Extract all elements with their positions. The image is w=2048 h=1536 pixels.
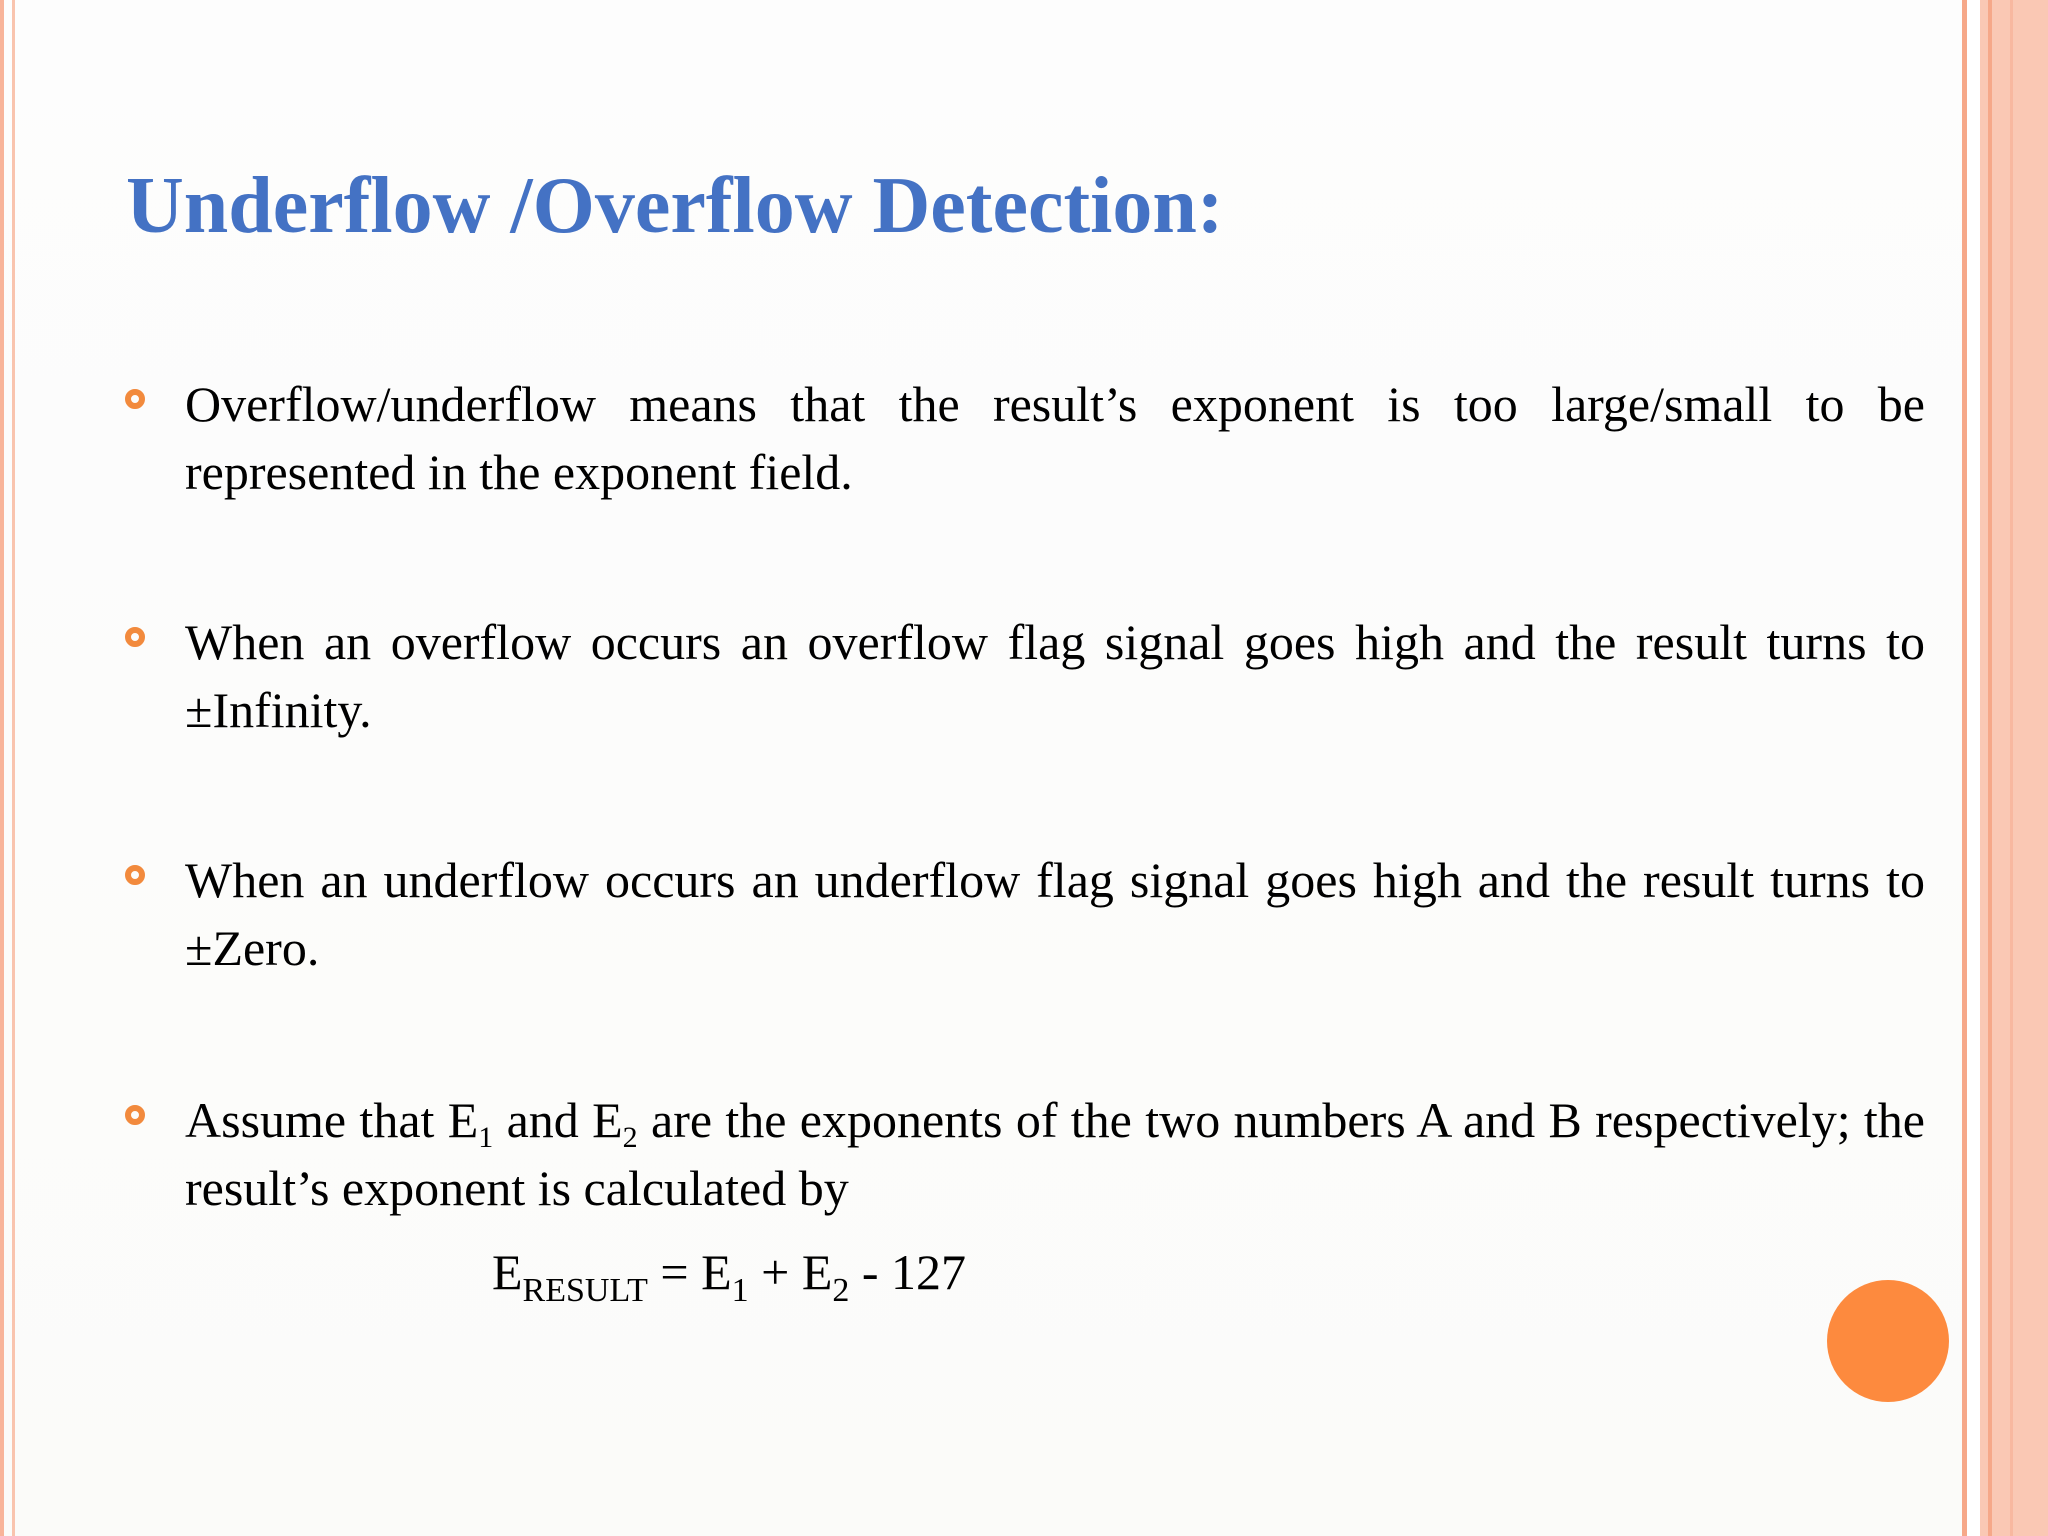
formula-subscript: RESULT — [522, 1272, 648, 1309]
formula-part: - 127 — [849, 1244, 967, 1300]
bullet-item — [125, 846, 1925, 982]
subscript: 1 — [478, 1121, 494, 1154]
slide-title: Underflow /Overflow Detection: — [126, 162, 1224, 250]
formula-subscript: 2 — [832, 1272, 850, 1309]
formula-part: + E — [748, 1244, 833, 1300]
bullet-item — [125, 608, 1925, 744]
right-border-line-outer — [1962, 0, 1967, 1536]
formula-subscript: 1 — [731, 1272, 749, 1309]
right-border-line-inner — [2010, 0, 2013, 1536]
bullet-circle-icon — [125, 627, 145, 647]
bullet-text: When an overflow occurs an overflow flag signal goes high and the result turns to ±Infinity. — [185, 614, 1925, 738]
bullet-text-part: and E — [493, 1092, 623, 1148]
bullet-item — [125, 1086, 1925, 1222]
bullet-text-part: Assume that E — [185, 1092, 479, 1148]
left-border-line-inner — [12, 0, 15, 1536]
bullet-circle-icon — [125, 1105, 145, 1125]
subscript: 2 — [622, 1121, 638, 1154]
bullet-item — [125, 370, 1925, 506]
bullet-circle-icon — [125, 389, 145, 409]
exponent-formula — [492, 1238, 967, 1309]
formula-part: E — [492, 1244, 523, 1300]
bullet-text: When an underflow occurs an underflow flag signal goes high and the result turns to ±Zero. — [185, 852, 1925, 976]
bullet-text: Overflow/underflow means that the result’s exponent is too large/small to be represented in the exponent field. — [185, 376, 1925, 500]
decorative-circle — [1827, 1280, 1949, 1402]
bullet-circle-icon — [125, 865, 145, 885]
formula-part: = E — [647, 1244, 732, 1300]
bullet-text-part: are the exponents of the two numbers A and B respectively; the result’s exponent is calculated by — [185, 1092, 1925, 1216]
bullet-text — [185, 1086, 1925, 1222]
right-border-line-middle — [1988, 0, 1992, 1536]
left-border-line — [0, 0, 4, 1536]
